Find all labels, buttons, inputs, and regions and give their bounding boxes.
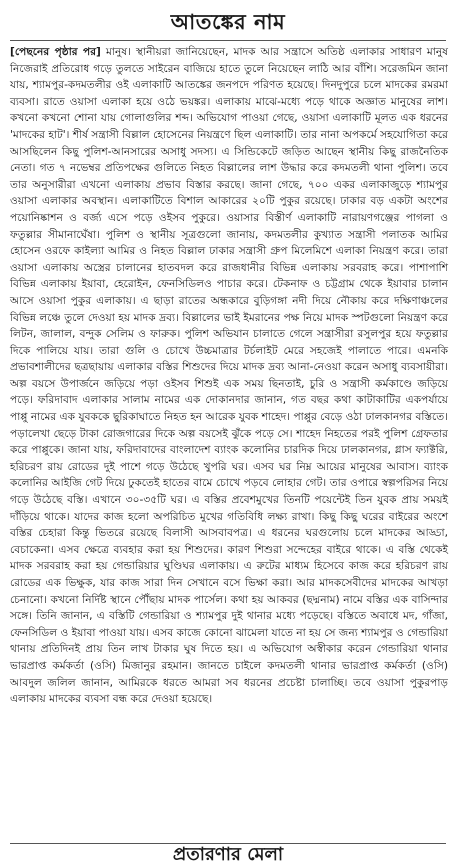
article-body [10, 44, 448, 841]
article-text: মানুষ। স্থানীয়রা জানিয়েছেন, মাদক আর সন্ত্রাসে অতিষ্ঠ এলাকার সাধারণ মানুষ নিজেরাই প্রতিরোধ গড়ে তুলতে সাইরেন বাজিয়ে হাতে তুলে নিয়েছেন লাঠি আর বাঁশি। সরেজমিন জানা যায়, শ্যামপুর-কদমতলীর ওই এলাকাটি আতঙ্কের জনপদে পরিণত হয়েছে। দিনদুপুরে চলে মাদকের রমরমা ব্যবসা। রাতে ওয়াসা এলাকা হয়ে ওঠে ভয়ঙ্কর। এলাকায় মাঝে-মধ্যে পড়ে থাকে অজ্ঞাত মানুষের লাশ। কখনো কখনো শোনা যায় গোলাগুলির শব্দ। অভিযোগ পাওয়া গেছে, ওয়াসা এলাকাটি মূলত এক ধরনের 'মাদকের হাট'। শীর্ষ সন্ত্রাসী বিল্লাল হোসেনের নিয়ন্ত্রণে ছিল এলাকাটি। তার নানা অপকর্মে সহযোগিতা করে আসছিলেন কিছু পুলিশ-আনসারের অসাধু সদস্য। এ সিন্ডিকেটে জড়িত আছেন স্থানীয় কিছু রাজনৈতিক নেতা। গত ৭ নভেম্বর প্রতিপক্ষের গুলিতে নিহত বিল্লালের লাশ উদ্ধার করে কদমতলী থানা পুলিশ। তবে তার অনুসারীরা এখনো এলাকায় প্রভাব বিস্তার করছে। জানা গেছে, ৭০০ একর এলাকাজুড়ে শ্যামপুর ওয়াসা এলাকার অবস্থান। এলাকাটিতে বিশাল আকারের ২০টি পুকুর রয়েছে। ঢাকার বড় একটা অংশের পয়োনিষ্কাশন ও বর্জ্য এসে পড়ে ওইসব পুকুরে। ওয়াসার বিস্তীর্ণ এলাকাটি নারায়ণগঞ্জের পাগলা ও ফতুল্লার সীমানাঘেঁষা। পুলিশ ও স্থানীয় সূত্রগুলো জানায়, কদমতলীর কুখ্যাত সন্ত্রাসী পলাতক আমির হোসেন ওরফে কাইল্যা আমির ও নিহত বিল্লাল ঢাকার সন্ত্রাসী গ্রুপ মিলেমিশে এলাকা নিয়ন্ত্রণ করে। তারা ওয়াসা এলাকায় অস্ত্রের চালানের হাতবদল করে রাজধানীর বিভিন্ন এলাকায় সরবরাহ করে। পাশাপাশি বিভিন্ন এলাকায় ইয়াবা, হেরোইন, ফেনসিডিলও পাচার করে। টেকনাফ ও চট্টগ্রাম থেকে ইয়াবার চালান আসে ওয়াসা পুকুর এলাকায়। এ ছাড়া রাতের অন্ধকারে বুড়িগঙ্গা নদী দিয়ে নৌকায় করে দক্ষিণাঞ্চলের বিভিন্ন লঞ্চে তুলে দেওয়া হয় মাদক দ্রব্য। বিল্লালের ভাই ইমরানের পক্ষ নিয়ে মাদক স্পটগুলো নিয়ন্ত্রণ করে লিটন, জালাল, বন্দুক সেলিম ও ফারুক। পুলিশ অভিযান চালাতে গেলে সন্ত্রাসীরা রসুলপুর হয়ে ফতুল্লার দিকে পালিয়ে যায়। তারা গুলি ও চোখে উচ্চমাত্রার টর্চলাইট মেরে সহজেই পালাতে পারে। এমনকি প্রভাবশালীদের ছত্রছায়ায় এলাকার বস্তির শিশুদের দিয়ে মাদক দ্রব্য আনা-নেওয়া করেন অসাধু ব্যবসায়ীরা। অল্প বয়সে উপার্জনে জড়িয়ে পড়া ওইসব শিশুই এক সময় ছিনতাই, চুরি ও সন্ত্রাসী কর্মকাণ্ডে জড়িয়ে পড়ে। ফরিদাবাদ এলাকার সালাম নামের এক দোকানদার জানান, গত বছর কথা কাটাকাটির একপর্যায়ে পাপ্পু নামের এক যুবককে ছুরিকাঘাতে নিহত হন আরেক যুবক শাহেদ। পাপ্পুর বেড়ে ওঠা ঢালকানগর বস্তিতে। পড়ালেখা ছেড়ে টাকা রোজগারের দিকে অল্প বয়সেই ঝুঁকে পড়ে সে। শাহেদ নিহতের পরই পুলিশ গ্রেফতার করে পাপ্পুকে। জানা যায়, ফরিদাবাদের বাংলাদেশ ব্যাংক কলোনির চারদিক দিয়ে ঢালকানগর, গ্লাস ফ্যাক্টরি, হরিচরণ রায় রোডের দুই পাশে গড়ে উঠেছে খুপরি ঘর। এসব ঘর নিম্ন আয়ের মানুষের আবাস। ব্যাংক কলোনির আইজি গেট দিয়ে ঢুকতেই হাতের বামে চোখে পড়বে লোহার গেট। তার ওপারে স্বল্পপরিসর নিয়ে গড়ে উঠেছে বস্তি। এখানে ৩০-৩৫টি ঘর। এ বস্তির প্রবেশমুখের তিনটি পয়েন্টেই তিন যুবক প্রায় সময়ই দাঁড়িয়ে থাকে। যাদের কাজ হলো অপরিচিত মুখের গতিবিধি লক্ষ্য রাখা। কিছু কিছু ঘরের বাইরের অংশে বস্তির চেহারা কিন্তু ভিতরে রয়েছে বিলাসী আসবাবপত্র। এ ধরনের ঘরগুলোয় চলে মাদকের আড্ডা, বেচাকেনা। এসব ক্ষেত্রে ব্যবহার করা হয় শিশুদের। কারণ শিশুরা সন্দেহের বাইরে থাকে। এ বস্তি থেকেই মাদক সরবরাহ করা হয় গেন্ডারিয়ার ঘুণ্ডিঘর এলাকায়। এ রুটের মাধ্যম হিসেবে কাজ করে হরিচরণ রায় রোডের এক ভিক্ষুক, যার কাজ সারা দিন সেখানে বসে ভিক্ষা করা। আর মাদকসেবীদের মাদকের আখড়া চেনানো। কখনো নির্দিষ্ট স্থানে পৌঁছায় মাদক পার্সেল। কথা হয় আকবর (ছদ্মনাম) নামে বস্তির এক বাসিন্দার সঙ্গে। তিনি জানান, এ বস্তিটি গেন্ডারিয়া ও শ্যামপুর দুই থানার মধ্যে পড়েছে। বস্তিতে অবাধে মদ, গাঁজা, ফেনসিডিল ও ইয়াবা পাওয়া যায়। এসব কাজে কোনো ঝামেলা যাতে না হয় সে জন্য শ্যামপুর ও গেন্ডারিয়া থানায় প্রতিদিনই প্রায় তিন লাখ টাকার ঘুষ দিতে হয়। এ অভিযোগ অস্বীকার করেন গেন্ডারিয়া থানার ভারপ্রাপ্ত কর্মকর্তা (ওসি) মিজানুর রহমান। জানতে চাইলে কদমতলী থানার ভারপ্রাপ্ত কর্মকর্তা (ওসি) আবদুল জলিল জানান, আমিরকে ধরতে আমরা সব ধরনের প্রচেষ্টা চালাচ্ছি। তবে ওয়াসা পুকুরপাড় এলাকায় মাদকের ব্যবসা বন্ধ করে দেওয়া হয়েছে। [10, 46, 448, 706]
continued-from-label: [পেছনের পৃষ্ঠার পর] [10, 46, 101, 58]
article-headline: আতঙ্কের নাম [170, 10, 286, 34]
headline-rule [10, 40, 446, 41]
next-article-headline: প্রতারণার মেলা [172, 844, 284, 865]
